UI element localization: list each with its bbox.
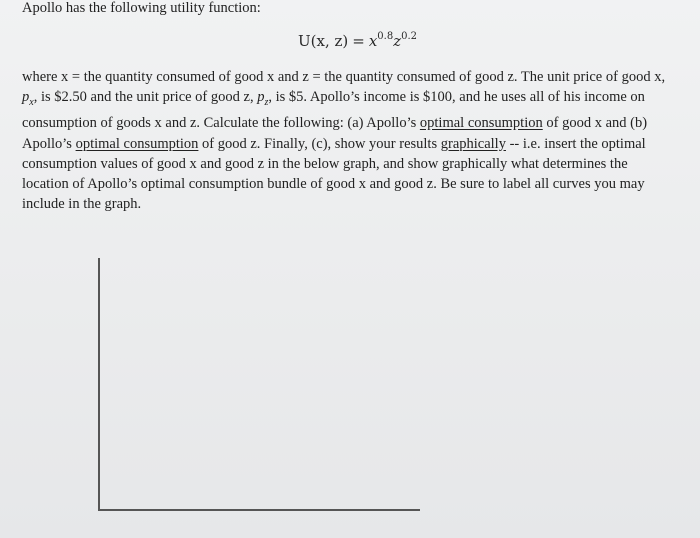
optimal-consumption-underline-1: optimal consumption: [419, 115, 543, 132]
paragraph-line-1: where x = the quantity consumed of good x and z = the quantity consumed of good z. The unit price of good x,: [22, 69, 666, 85]
paragraph-line-2-part-d: , is $5. Apollo’s income is $100, and he uses all of his income on: [268, 89, 645, 106]
paragraph-line-4-part-c: of good z. Finally, (c), show your results: [198, 135, 441, 152]
paragraph-line-3: [22, 113, 690, 133]
price-z-subscript: z: [264, 97, 269, 109]
formula-equals: =: [352, 32, 365, 50]
paragraph-line-2: [22, 87, 690, 113]
paragraph-line-2-part-b: , is $2.50 and the unit price of good z,: [33, 89, 258, 106]
paragraph-line-4-part-a: Apollo’s: [22, 135, 76, 152]
formula-base-z: z: [393, 32, 402, 50]
price-x-subscript: x: [29, 97, 34, 109]
intro-text: Apollo has the following utility function:: [22, 0, 261, 16]
optimal-consumption-underline-2: optimal consumption: [75, 135, 199, 152]
paragraph-line-3-part-a: consumption of goods x and z. Calculate the following: (a) Apollo’s: [22, 115, 420, 132]
paragraph-line-3-part-c: of good x and (b): [542, 115, 648, 132]
formula-base-x: x: [368, 32, 378, 50]
formula-lhs: U(x, z): [298, 32, 349, 50]
question-paragraph: [22, 67, 690, 214]
utility-formula: [298, 32, 417, 50]
paragraph-line-4: [22, 134, 690, 154]
graphically-underline: graphically: [440, 135, 506, 152]
price-x-symbol: p: [22, 89, 30, 106]
paragraph-line-6: location of Apollo’s optimal consumption bundle of good x and good z. Be sure to label all curves you may: [22, 175, 645, 192]
paragraph-line-5: consumption values of good x and good z in the below graph, and show graphically what determines the: [22, 155, 628, 172]
formula-exp-z: 0.2: [401, 31, 418, 42]
paragraph-line-7: include in the graph.: [22, 196, 142, 213]
graph-y-axis: [98, 258, 100, 510]
price-z-symbol: p: [257, 89, 265, 106]
formula-exp-x: 0.8: [377, 31, 394, 42]
graph-x-axis: [98, 509, 420, 511]
paragraph-line-4-part-e: -- i.e. insert the optimal: [505, 135, 646, 152]
